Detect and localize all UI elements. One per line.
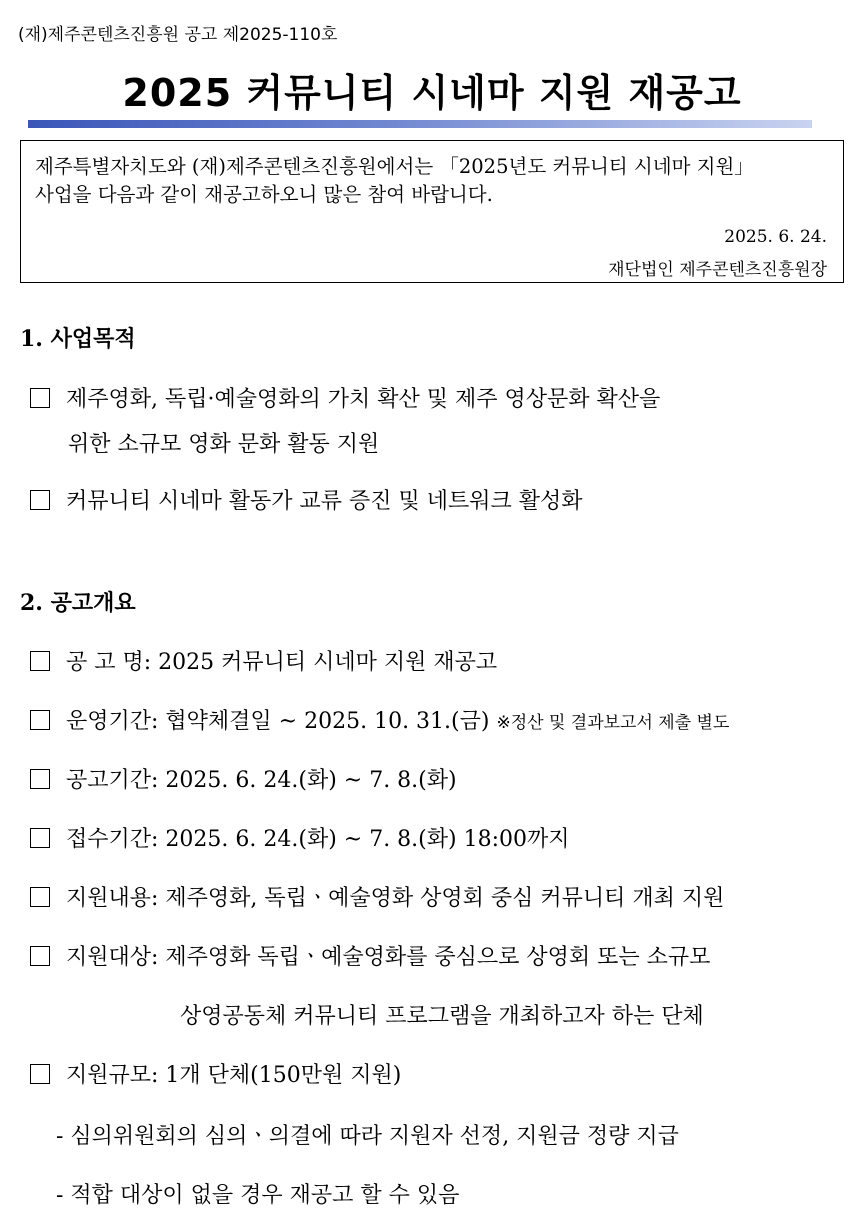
notice-text	[35, 153, 835, 209]
item-text: 제주영화, 독립·예술영화의 가치 확산 및 제주 영상문화 확산을	[66, 387, 661, 412]
checkbox-square-icon	[30, 887, 50, 907]
list-item	[30, 881, 830, 912]
checkbox-square-icon	[30, 1064, 50, 1084]
list-item	[30, 1058, 830, 1089]
list-item	[30, 704, 830, 735]
checkbox-square-icon	[30, 710, 50, 730]
list-item	[30, 822, 830, 853]
item-text-continued: 위한 소규모 영화 문화 활동 지원	[68, 432, 380, 457]
checkbox-square-icon	[30, 651, 50, 671]
item-note: ※정산 및 결과보고서 제출 별도	[496, 713, 730, 733]
title-underline	[28, 120, 812, 128]
item-text-continued: 상영공동체 커뮤니티 프로그램을 개최하고자 하는 단체	[180, 1004, 704, 1029]
document-number: (재)제주콘텐츠진흥원 공고 제2025-110호	[18, 25, 338, 45]
list-item	[30, 645, 830, 676]
item-text: 지원내용: 제주영화, 독립ㆍ예술영화 상영회 중심 커뮤니티 개최 지원	[66, 886, 725, 911]
item-text: 공 고 명: 2025 커뮤니티 시네마 지원 재공고	[66, 650, 498, 675]
checkbox-square-icon	[30, 828, 50, 848]
section-heading-purpose: 1. 사업목적	[20, 326, 136, 352]
list-item	[30, 763, 830, 794]
sub-item: - 적합 대상이 없을 경우 재공고 할 수 있음	[56, 1183, 460, 1208]
notice-line: 사업을 다음과 같이 재공고하오니 많은 참여 바랍니다.	[35, 183, 493, 206]
item-text: 지원대상: 제주영화 독립ㆍ예술영화를 중심으로 상영회 또는 소규모	[66, 945, 711, 970]
notice-issuer: 재단법인 제주콘텐츠진흥원장	[608, 260, 827, 280]
checkbox-square-icon	[30, 490, 50, 510]
checkbox-square-icon	[30, 388, 50, 408]
checkbox-square-icon	[30, 946, 50, 966]
notice-date: 2025. 6. 24.	[724, 227, 827, 247]
list-item	[30, 940, 830, 1030]
item-text: 접수기간: 2025. 6. 24.(화) ~ 7. 8.(화) 18:00까지	[66, 827, 570, 852]
list-item	[30, 484, 830, 515]
item-text: 커뮤니티 시네마 활동가 교류 증진 및 네트워크 활성화	[66, 489, 583, 514]
sub-item: - 심의위원회의 심의ㆍ의결에 따라 지원자 선정, 지원금 정량 지급	[56, 1124, 679, 1149]
checkbox-square-icon	[30, 769, 50, 789]
item-text: 지원규모: 1개 단체(150만원 지원)	[66, 1063, 402, 1088]
list-item	[30, 382, 830, 458]
notice-line: 제주특별자치도와 (재)제주콘텐츠진흥원에서는 「2025년도 커뮤니티 시네마 지원」	[35, 155, 754, 178]
item-text: 공고기간: 2025. 6. 24.(화) ~ 7. 8.(화)	[66, 768, 457, 793]
page-title: 2025 커뮤니티 시네마 지원 재공고	[122, 71, 742, 115]
item-text: 운영기간: 협약체결일 ~ 2025. 10. 31.(금)	[66, 709, 497, 734]
section-heading-overview: 2. 공고개요	[20, 590, 136, 616]
notice-box	[20, 140, 844, 283]
